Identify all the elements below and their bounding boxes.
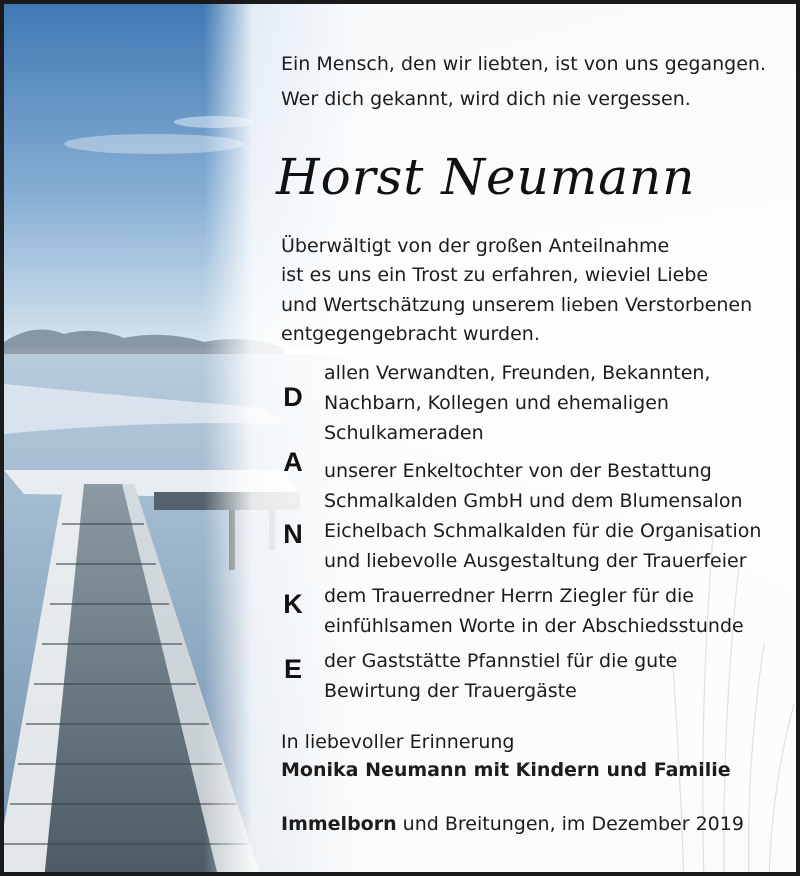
thanks-line: dem Trauerredner Herrn Ziegler für die xyxy=(324,585,694,607)
intro-line: und Wertschätzung unserem lieben Verstorbenen xyxy=(281,294,753,316)
intro-line: entgegengebracht wurden. xyxy=(281,323,540,345)
thanks-line: einfühlsamen Worte in der Abschiedsstunde xyxy=(324,615,744,637)
thanks-line: Schulkameraden xyxy=(324,422,484,444)
danke-letter: A xyxy=(283,447,303,477)
thanks-line: Schmalkalden GmbH und dem Blumensalon xyxy=(324,490,743,512)
thanks-line: und liebevolle Ausgestaltung der Trauerfeier xyxy=(324,550,747,572)
thanks-line: allen Verwandten, Freunden, Bekannten, xyxy=(324,362,711,384)
place-name: Immelborn xyxy=(281,813,397,835)
deceased-name: Horst Neumann xyxy=(276,148,696,206)
danke-letter: K xyxy=(283,589,303,619)
thanks-line: Eichelbach Schmalkalden für die Organisation xyxy=(324,520,762,542)
thanks-line: unserer Enkeltochter von der Bestattung xyxy=(324,460,712,482)
place-date xyxy=(281,810,744,838)
family-signature: Monika Neumann mit Kindern und Familie xyxy=(281,759,731,781)
thanks-line: Nachbarn, Kollegen und ehemaligen xyxy=(324,392,669,414)
intro-line: ist es uns ein Trost zu erfahren, wieviel Liebe xyxy=(281,264,709,286)
thanks-line: Bewirtung der Trauergäste xyxy=(324,680,577,702)
danke-letter: E xyxy=(283,654,302,684)
danke-letter: N xyxy=(283,519,303,549)
place-date-rest: und Breitungen, im Dezember 2019 xyxy=(396,813,744,835)
verse-line: Wer dich gekannt, wird dich nie vergessen. xyxy=(281,88,691,110)
intro-line: Überwältigt von der großen Anteilnahme xyxy=(281,235,670,257)
closing-line: In liebevoller Erinnerung xyxy=(281,731,515,753)
danke-letter: D xyxy=(283,382,303,412)
verse-line: Ein Mensch, den wir liebten, ist von uns gegangen. xyxy=(281,53,766,75)
thanks-line: der Gaststätte Pfannstiel für die gute xyxy=(324,650,678,672)
